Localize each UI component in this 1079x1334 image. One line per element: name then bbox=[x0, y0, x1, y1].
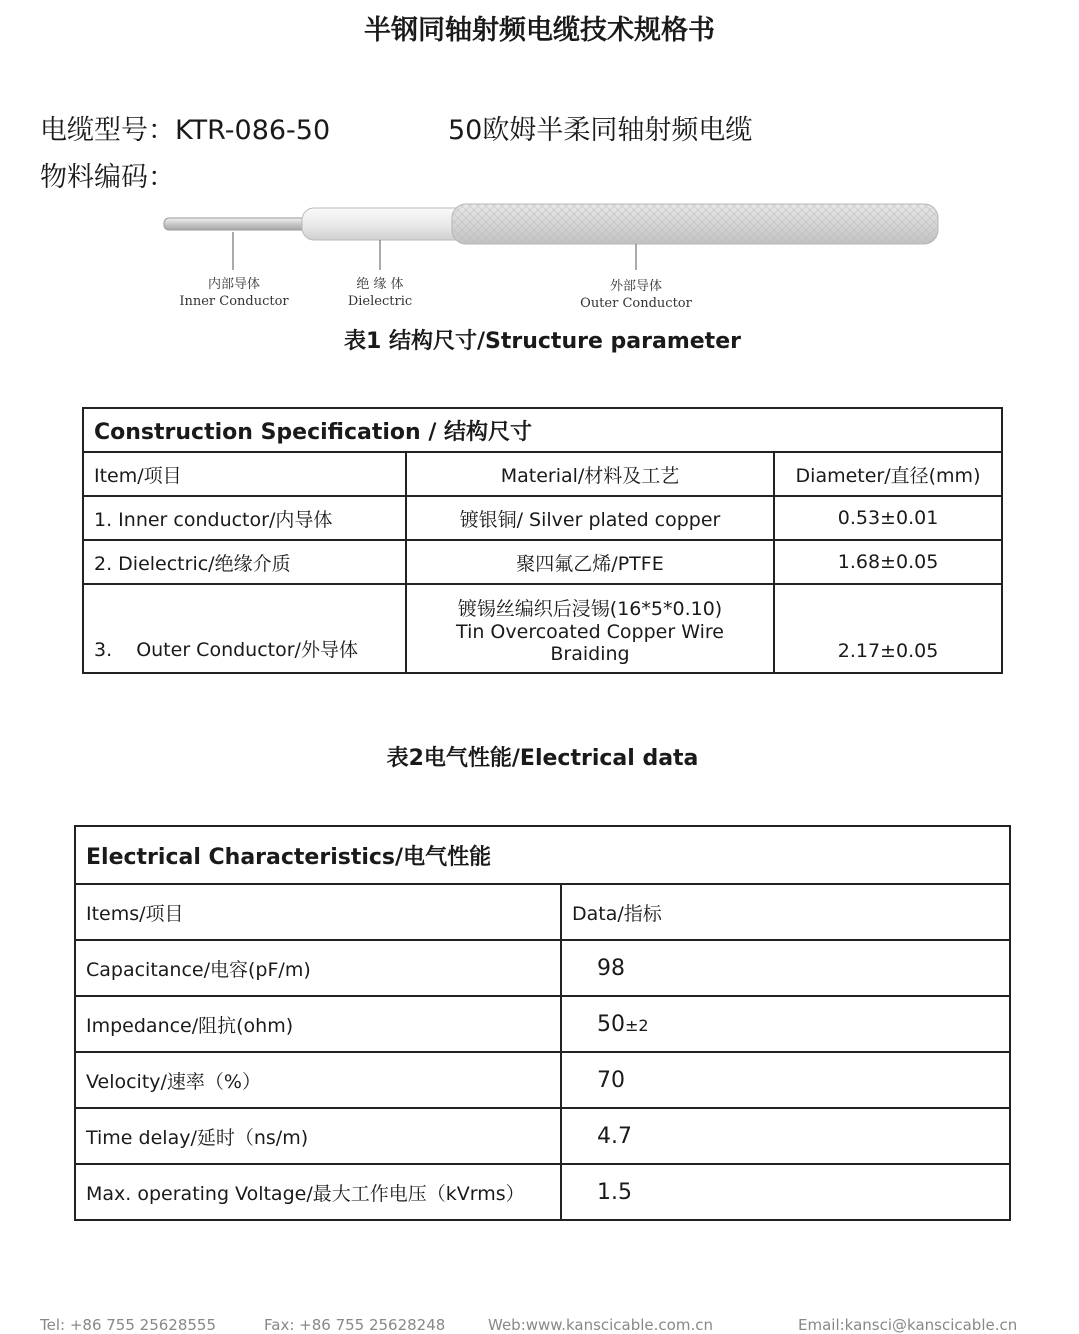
row-material-line1: 镀锡丝编织后浸锡(16*5*0.10) bbox=[457, 597, 723, 620]
row-value-tolerance: ±2 bbox=[625, 1015, 649, 1035]
column-header-data: Data/指标 bbox=[561, 884, 1010, 940]
label-outer-en: Outer Conductor bbox=[580, 296, 692, 311]
structure-table bbox=[82, 407, 1003, 674]
row-material: 镀银铜/ Silver plated copper bbox=[406, 496, 774, 540]
column-header-items: Items/项目 bbox=[75, 884, 561, 940]
label-dielectric-en: Dielectric bbox=[347, 294, 413, 309]
row-value bbox=[561, 996, 1010, 1052]
row-item: Time delay/延时（ns/m) bbox=[75, 1108, 561, 1164]
table2-caption: 表2电气性能/Electrical data bbox=[386, 746, 699, 771]
table-row bbox=[75, 1164, 1010, 1220]
label-outer-cn: 外部导体 bbox=[609, 279, 662, 294]
row-item bbox=[83, 584, 406, 673]
dielectric-shape bbox=[302, 208, 472, 240]
column-header-material: Material/材料及工艺 bbox=[406, 452, 774, 496]
row-item-number: 3. bbox=[94, 639, 113, 661]
row-material: 聚四氟乙烯/PTFE bbox=[406, 540, 774, 584]
row-item: Impedance/阻抗(ohm) bbox=[75, 996, 561, 1052]
row-item-text: Outer Conductor/外导体 bbox=[136, 639, 358, 661]
electrical-table-header: Electrical Characteristics/电气性能 bbox=[75, 826, 1010, 884]
column-header-item: Item/项目 bbox=[83, 452, 406, 496]
label-dielectric-cn: 绝 缘 体 bbox=[356, 277, 404, 292]
row-item: 1. Inner conductor/内导体 bbox=[83, 496, 406, 540]
footer-tel: Tel: +86 755 25628555 bbox=[40, 1316, 217, 1334]
label-inner-cn: 内部导体 bbox=[207, 277, 260, 292]
row-item: Velocity/速率（%） bbox=[75, 1052, 561, 1108]
label-inner-en: Inner Conductor bbox=[179, 294, 289, 309]
table-row bbox=[75, 996, 1010, 1052]
table-row bbox=[75, 1052, 1010, 1108]
cable-description: 50欧姆半柔同轴射频电缆 bbox=[448, 115, 753, 146]
table1-caption: 表1 结构尺寸/Structure parameter bbox=[344, 329, 741, 354]
structure-table-header: Construction Specification / 结构尺寸 bbox=[83, 408, 1002, 452]
row-item: 2. Dielectric/绝缘介质 bbox=[83, 540, 406, 584]
row-value: 98 bbox=[561, 940, 1010, 996]
table-row bbox=[83, 496, 1002, 540]
table-row bbox=[83, 584, 1002, 673]
row-diameter: 0.53±0.01 bbox=[774, 496, 1002, 540]
table-row bbox=[83, 540, 1002, 584]
footer-fax: Fax: +86 755 25628248 bbox=[264, 1316, 446, 1334]
column-header-diameter: Diameter/直径(mm) bbox=[774, 452, 1002, 496]
footer-email[interactable]: Email:kansci@kanscicable.cn bbox=[798, 1316, 1018, 1334]
electrical-table bbox=[74, 825, 1011, 1221]
label-outer-conductor bbox=[570, 278, 702, 312]
row-material bbox=[406, 584, 774, 673]
table-row bbox=[75, 940, 1010, 996]
row-material-line2: Tin Overcoated Copper Wire Braiding bbox=[456, 620, 724, 665]
row-value: 1.5 bbox=[561, 1164, 1010, 1220]
cable-model: 电缆型号：KTR-086-50 bbox=[40, 115, 331, 146]
label-inner-conductor bbox=[170, 276, 298, 310]
row-item: Max. operating Voltage/最大工作电压（kVrms） bbox=[75, 1164, 561, 1220]
row-diameter: 2.17±0.05 bbox=[774, 584, 1002, 673]
cable-diagram bbox=[150, 198, 950, 278]
row-value-number: 50 bbox=[597, 1011, 625, 1037]
footer-web[interactable]: Web:www.kanscicable.com.cn bbox=[488, 1316, 713, 1334]
row-value: 4.7 bbox=[561, 1108, 1010, 1164]
label-dielectric bbox=[330, 276, 430, 310]
document-title: 半钢同轴射频电缆技术规格书 bbox=[364, 15, 715, 46]
table-row bbox=[75, 1108, 1010, 1164]
material-code: 物料编码： bbox=[40, 162, 175, 193]
inner-conductor-shape bbox=[164, 218, 314, 230]
row-diameter: 1.68±0.05 bbox=[774, 540, 1002, 584]
row-item: Capacitance/电容(pF/m) bbox=[75, 940, 561, 996]
row-value: 70 bbox=[561, 1052, 1010, 1108]
